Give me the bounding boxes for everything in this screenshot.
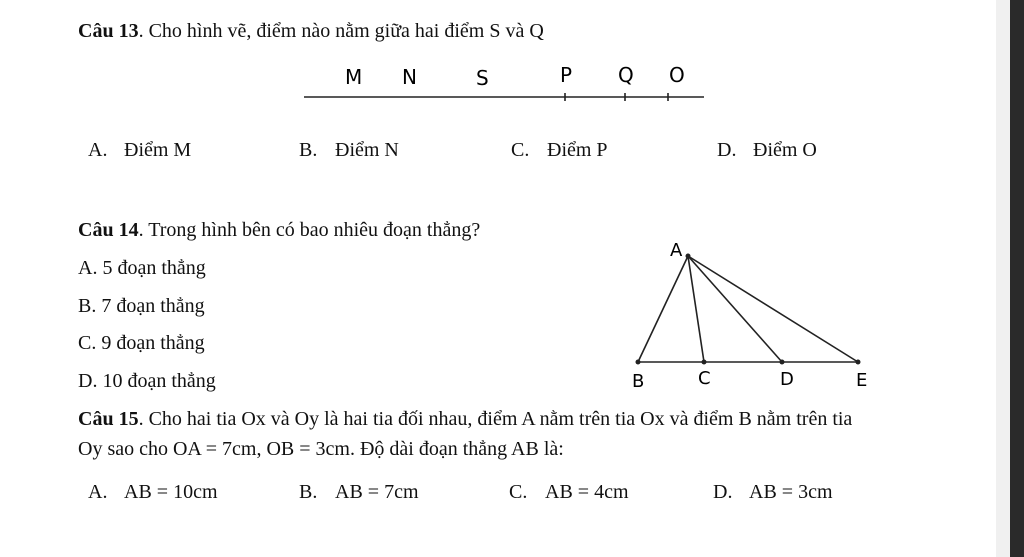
scrollbar-track[interactable] (996, 0, 1010, 557)
q13-line-figure (300, 58, 710, 108)
point-label-c: C (698, 368, 711, 389)
q14-option-d[interactable]: D. 10 đoạn thẳng (78, 370, 216, 392)
point-c (702, 360, 707, 365)
point-label-o: O (669, 63, 685, 87)
q13-label: Câu 13 (78, 20, 139, 42)
q14-option-c[interactable]: C. 9 đoạn thẳng (78, 332, 205, 354)
point-label-e: E (856, 370, 868, 391)
q13-option-c[interactable]: C. Điểm P (511, 139, 608, 161)
point-label-b: B (632, 371, 645, 392)
q13-question (78, 19, 544, 43)
point-label-d: D (780, 369, 794, 390)
q15-text-line1: . Cho hai tia Ox và Oy là hai tia đối nhau, điểm A nằm trên tia Ox và điểm B nằm trên tia (138, 408, 853, 430)
q15-question-line1 (78, 407, 852, 431)
q15-question-line2: Oy sao cho OA = 7cm, OB = 3cm. Độ dài đoạn thẳng AB là: (78, 438, 564, 460)
segment-ab (638, 256, 688, 362)
q14-triangle-figure (620, 230, 880, 395)
point-d (780, 360, 785, 365)
q13-text: . Cho hình vẽ, điểm nào nằm giữa hai điểm S và Q (138, 20, 544, 42)
q14-option-a[interactable]: A. 5 đoạn thẳng (78, 257, 206, 279)
q15-label: Câu 15 (78, 408, 139, 430)
q14-question (78, 218, 480, 242)
window-edge (1010, 0, 1024, 557)
q14-option-b[interactable]: B. 7 đoạn thẳng (78, 295, 205, 317)
q15-option-d[interactable]: D. AB = 3cm (713, 481, 833, 503)
q13-option-d[interactable]: D. Điểm O (717, 139, 817, 161)
point-a (686, 254, 691, 259)
point-label-p: P (560, 63, 573, 87)
point-label-q: Q (618, 63, 634, 87)
q14-text: . Trong hình bên có bao nhiêu đoạn thẳng? (138, 219, 481, 241)
q13-option-a[interactable]: A. Điểm M (88, 139, 192, 161)
segment-ae (688, 256, 858, 362)
q15-option-b[interactable]: B. AB = 7cm (299, 481, 419, 503)
point-label-m: M (345, 65, 363, 89)
q13-option-b[interactable]: B. Điểm N (299, 139, 399, 161)
point-e (856, 360, 861, 365)
q15-option-a[interactable]: A. AB = 10cm (88, 481, 218, 503)
point-label-n: N (402, 65, 417, 89)
q14-label: Câu 14 (78, 219, 139, 241)
point-label-a: A (670, 240, 683, 261)
q15-option-c[interactable]: C. AB = 4cm (509, 481, 629, 503)
point-label-s: S (476, 66, 489, 90)
point-b (636, 360, 641, 365)
